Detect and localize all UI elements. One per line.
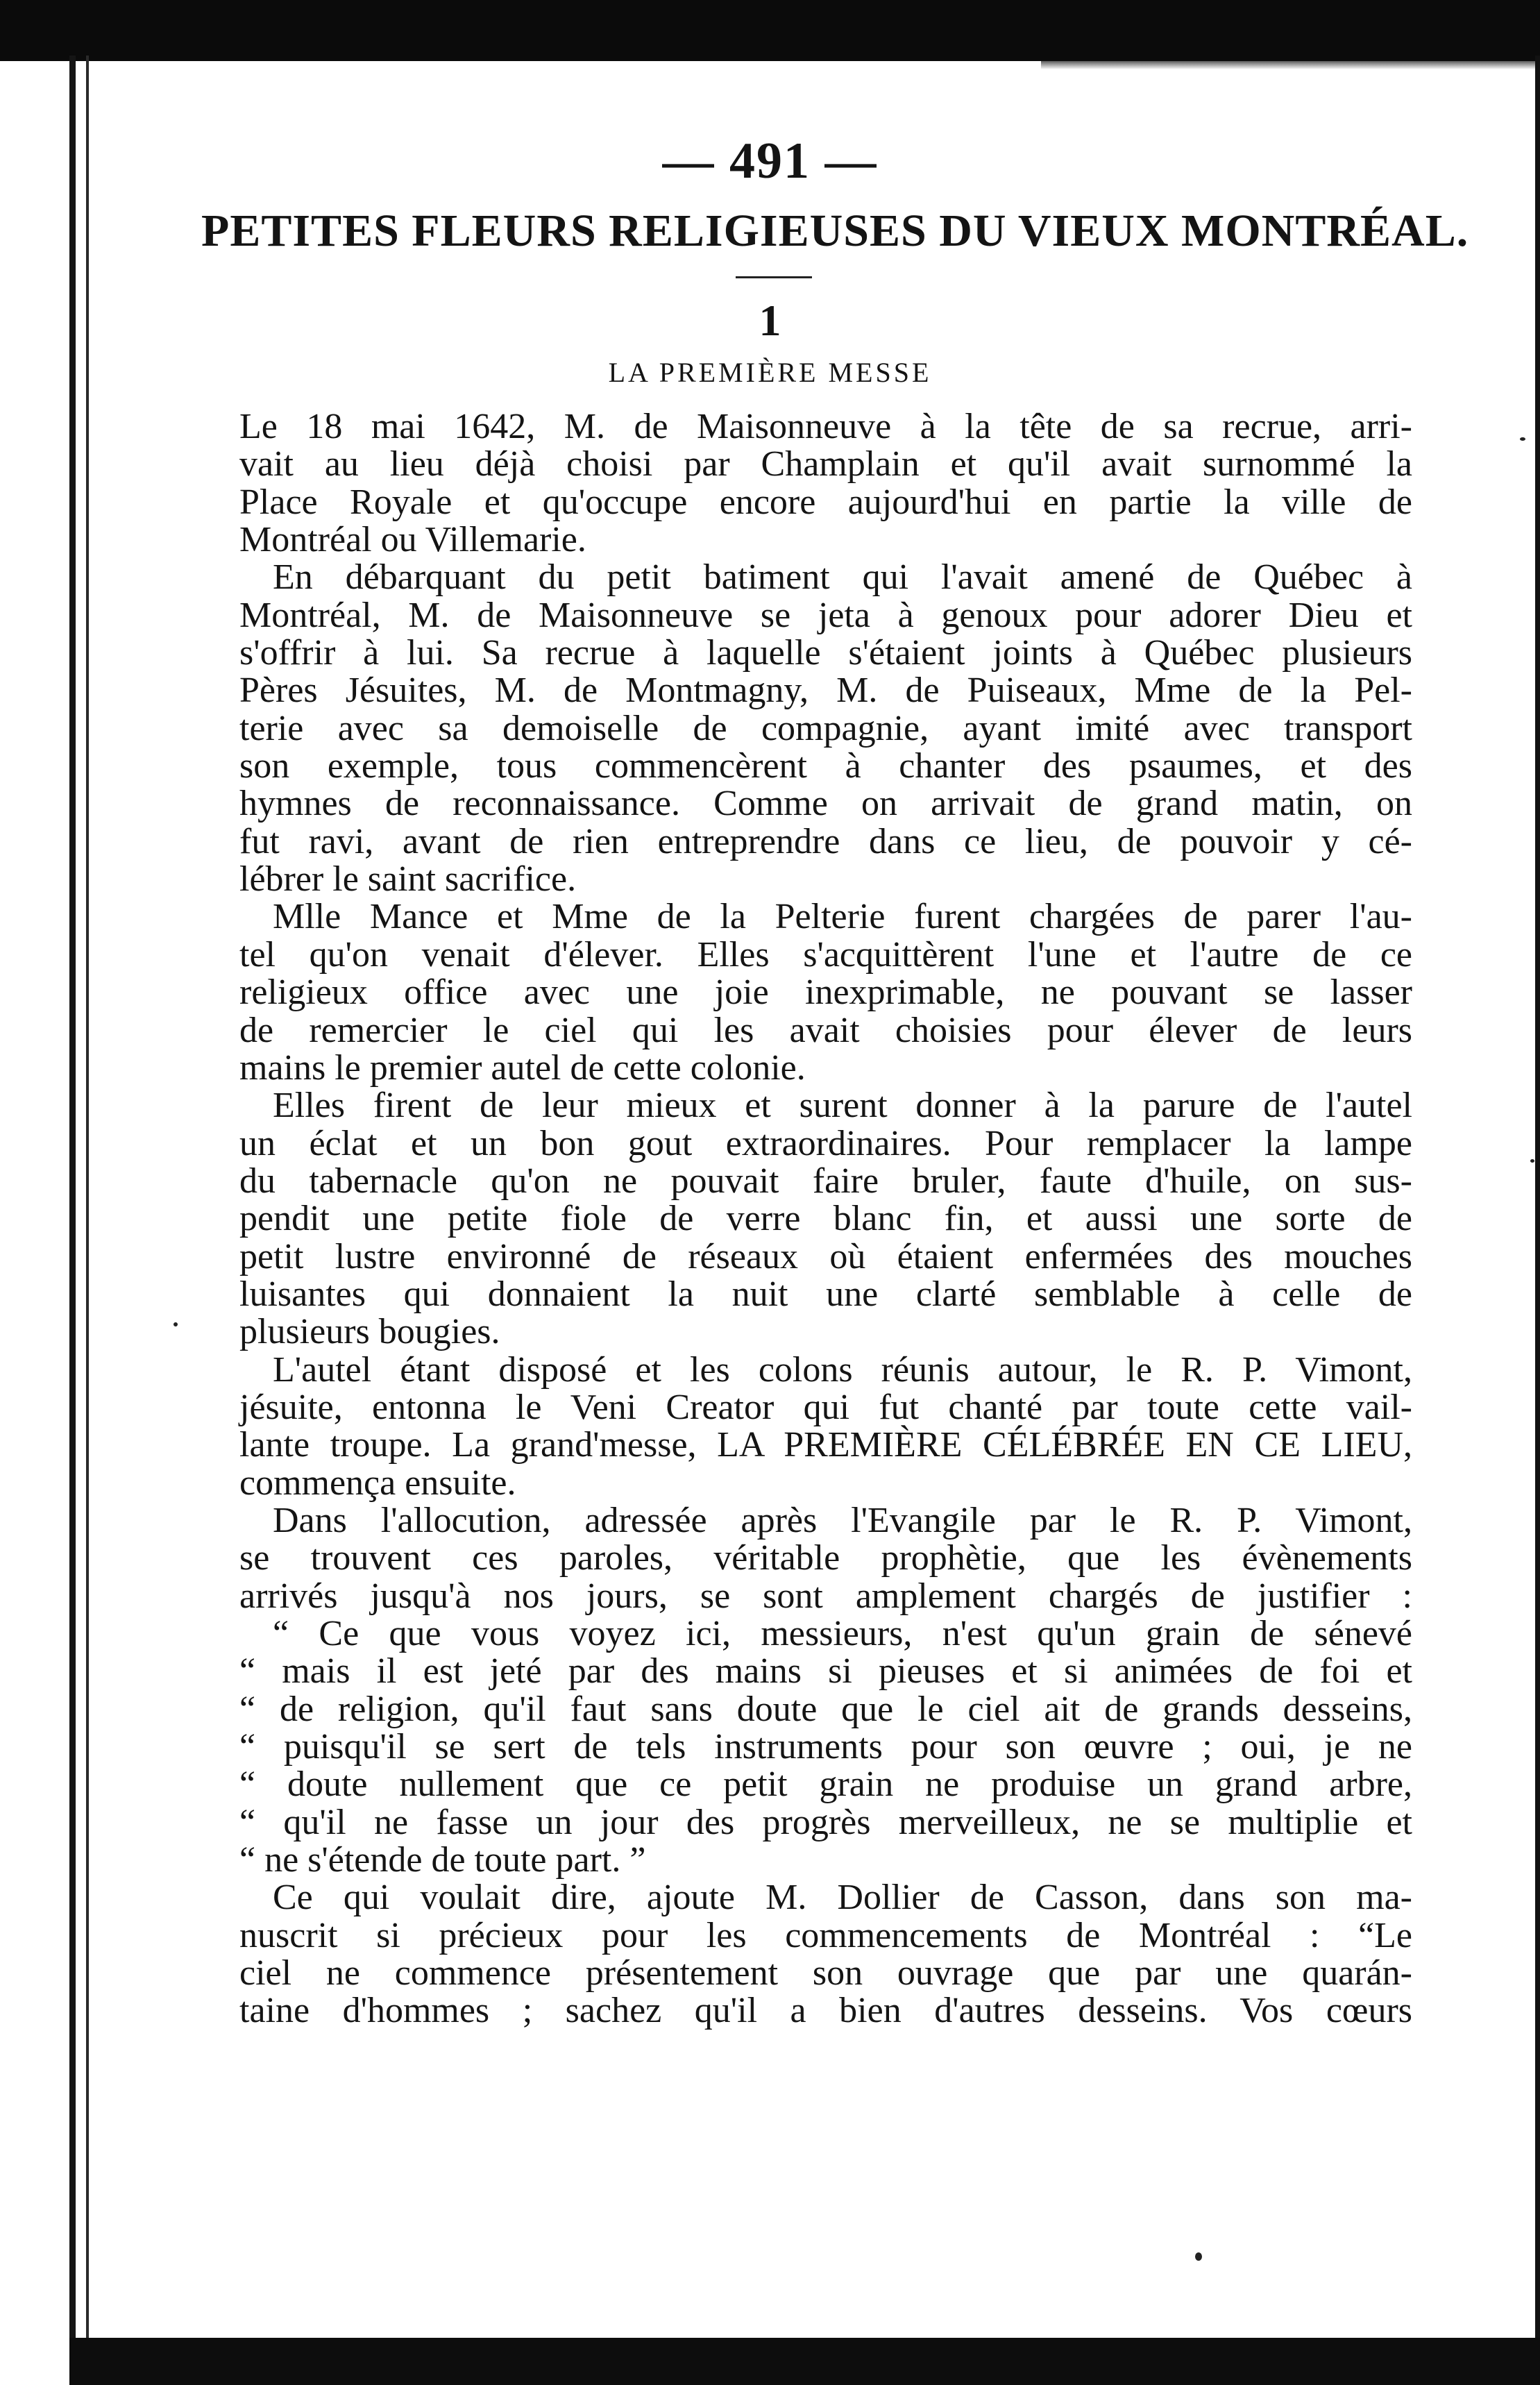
text-line: arrivés jusqu'à nos jours, se sont amplement chargés de justifier :	[239, 1576, 1412, 1616]
text-line: plusieurs bougies.	[239, 1312, 500, 1352]
scan-speck	[174, 1322, 178, 1326]
text-line: se trouvent ces paroles, véritable prophètie, que les évènements	[239, 1538, 1412, 1578]
body-text	[239, 408, 1412, 2030]
section-heading: LA PREMIÈRE MESSE	[608, 357, 932, 388]
text-line: religieux office avec une joie inexprimable, ne pouvant se lasser	[239, 972, 1412, 1013]
text-line: “ doute nullement que ce petit grain ne produise un grand arbre,	[239, 1764, 1412, 1805]
text-line: pendit une petite fiole de verre blanc fin, et aussi une sorte de	[239, 1199, 1412, 1239]
text-line: tel qu'on venait d'élever. Elles s'acquittèrent l'une et l'autre de ce	[239, 934, 1412, 975]
text-line: mains le premier autel de cette colonie.	[239, 1047, 806, 1088]
scan-border-left	[69, 56, 76, 2385]
text-line: “ mais il est jeté par des mains si pieuses et si animées de foi et	[239, 1651, 1412, 1692]
text-line: nuscrit si précieux pour les commencements de Montréal : “Le	[239, 1915, 1412, 1955]
scan-border-top-fade	[1041, 42, 1540, 69]
scan-speck	[1520, 437, 1525, 441]
text-line: “ qu'il ne fasse un jour des progrès merveilleux, ne se multiplie et	[239, 1802, 1412, 1842]
text-line: Montréal ou Villemarie.	[239, 520, 586, 560]
text-line: fut ravi, avant de rien entreprendre dans ce lieu, de pouvoir y cé-	[239, 821, 1412, 861]
scan-speck	[1195, 2252, 1202, 2261]
text-line: commença ensuite.	[239, 1463, 516, 1503]
article-title: PETITES FLEURS RELIGIEUSES DU VIEUX MONTRÉAL.	[201, 205, 1469, 256]
text-line: Mlle Mance et Mme de la Pelterie furent chargées de parer l'au-	[273, 897, 1412, 937]
text-line: Le 18 mai 1642, M. de Maisonneuve à la tête de sa recrue, arri-	[239, 407, 1412, 446]
text-line: Montréal, M. de Maisonneuve se jeta à genoux pour adorer Dieu et	[239, 595, 1412, 635]
text-line: Elles firent de leur mieux et surent donner à la parure de l'autel	[273, 1086, 1412, 1126]
text-line: ciel ne commence présentement son ouvrage que par une quarán-	[239, 1953, 1412, 1994]
text-line: son exemple, tous commencèrent à chanter des psaumes, et des	[239, 746, 1412, 786]
text-line: Ce qui voulait dire, ajoute M. Dollier de Casson, dans son ma-	[273, 1878, 1412, 1918]
text-line: vait au lieu déjà choisi par Champlain et qu'il avait surnommé la	[239, 444, 1412, 484]
text-line: de remercier le ciel qui les avait choisies pour élever de leurs	[239, 1010, 1412, 1050]
text-line: “ Ce que vous voyez ici, messieurs, n'est qu'un grain de sénevé	[273, 1614, 1412, 1653]
scan-speck	[1530, 1159, 1534, 1163]
text-line: “ puisqu'il se sert de tels instruments pour son œuvre ; oui, je ne	[239, 1727, 1412, 1767]
text-line: luisantes qui donnaient la nuit une clarté semblable à celle de	[239, 1274, 1412, 1314]
text-line: hymnes de reconnaissance. Comme on arrivait de grand matin, on	[239, 784, 1412, 824]
text-line: petit lustre environné de réseaux où étaient enfermées des mouches	[239, 1236, 1412, 1276]
text-line: Pères Jésuites, M. de Montmagny, M. de Puiseaux, Mme de la Pel-	[239, 671, 1412, 711]
text-line: taine d'hommes ; sachez qu'il a bien d'autres desseins. Vos cœurs	[239, 1991, 1412, 2031]
text-line: lébrer le saint sacrifice.	[239, 859, 577, 900]
text-line: “ ne s'étende de toute part. ”	[239, 1840, 646, 1880]
text-line: un éclat et un bon gout extraordinaires. Pour remplacer la lampe	[239, 1123, 1412, 1163]
text-line: du tabernacle qu'on ne pouvait faire bruler, faute d'huile, on sus-	[239, 1161, 1412, 1201]
title-rule	[736, 276, 812, 278]
text-line: jésuite, entonna le Veni Creator qui fut chanté par toute cette vail-	[239, 1387, 1412, 1427]
text-line: “ de religion, qu'il faut sans doute que le ciel ait de grands desseins,	[239, 1689, 1412, 1729]
text-line: s'offrir à lui. Sa recrue à laquelle s'étaient joints à Québec plusieurs	[239, 633, 1412, 673]
text-line: lante troupe. La grand'messe, LA PREMIÈRE CÉLÉBRÉE EN CE LIEU,	[239, 1425, 1412, 1465]
scan-border-bottom	[69, 2338, 1540, 2385]
scan-border-right	[1535, 56, 1540, 2385]
scan-border-left-inner	[86, 56, 89, 2385]
text-line: Place Royale et qu'occupe encore aujourd'hui en partie la ville de	[239, 482, 1412, 522]
section-number: 1	[759, 296, 781, 345]
text-line: L'autel étant disposé et les colons réunis autour, le R. P. Vimont,	[273, 1349, 1412, 1390]
text-line: En débarquant du petit batiment qui l'avait amené de Québec à	[273, 557, 1412, 598]
text-line: Dans l'allocution, adressée après l'Evangile par le R. P. Vimont,	[273, 1500, 1412, 1540]
text-line: terie avec sa demoiselle de compagnie, ayant imité avec transport	[239, 708, 1412, 748]
page-number: — 491 —	[662, 133, 878, 189]
